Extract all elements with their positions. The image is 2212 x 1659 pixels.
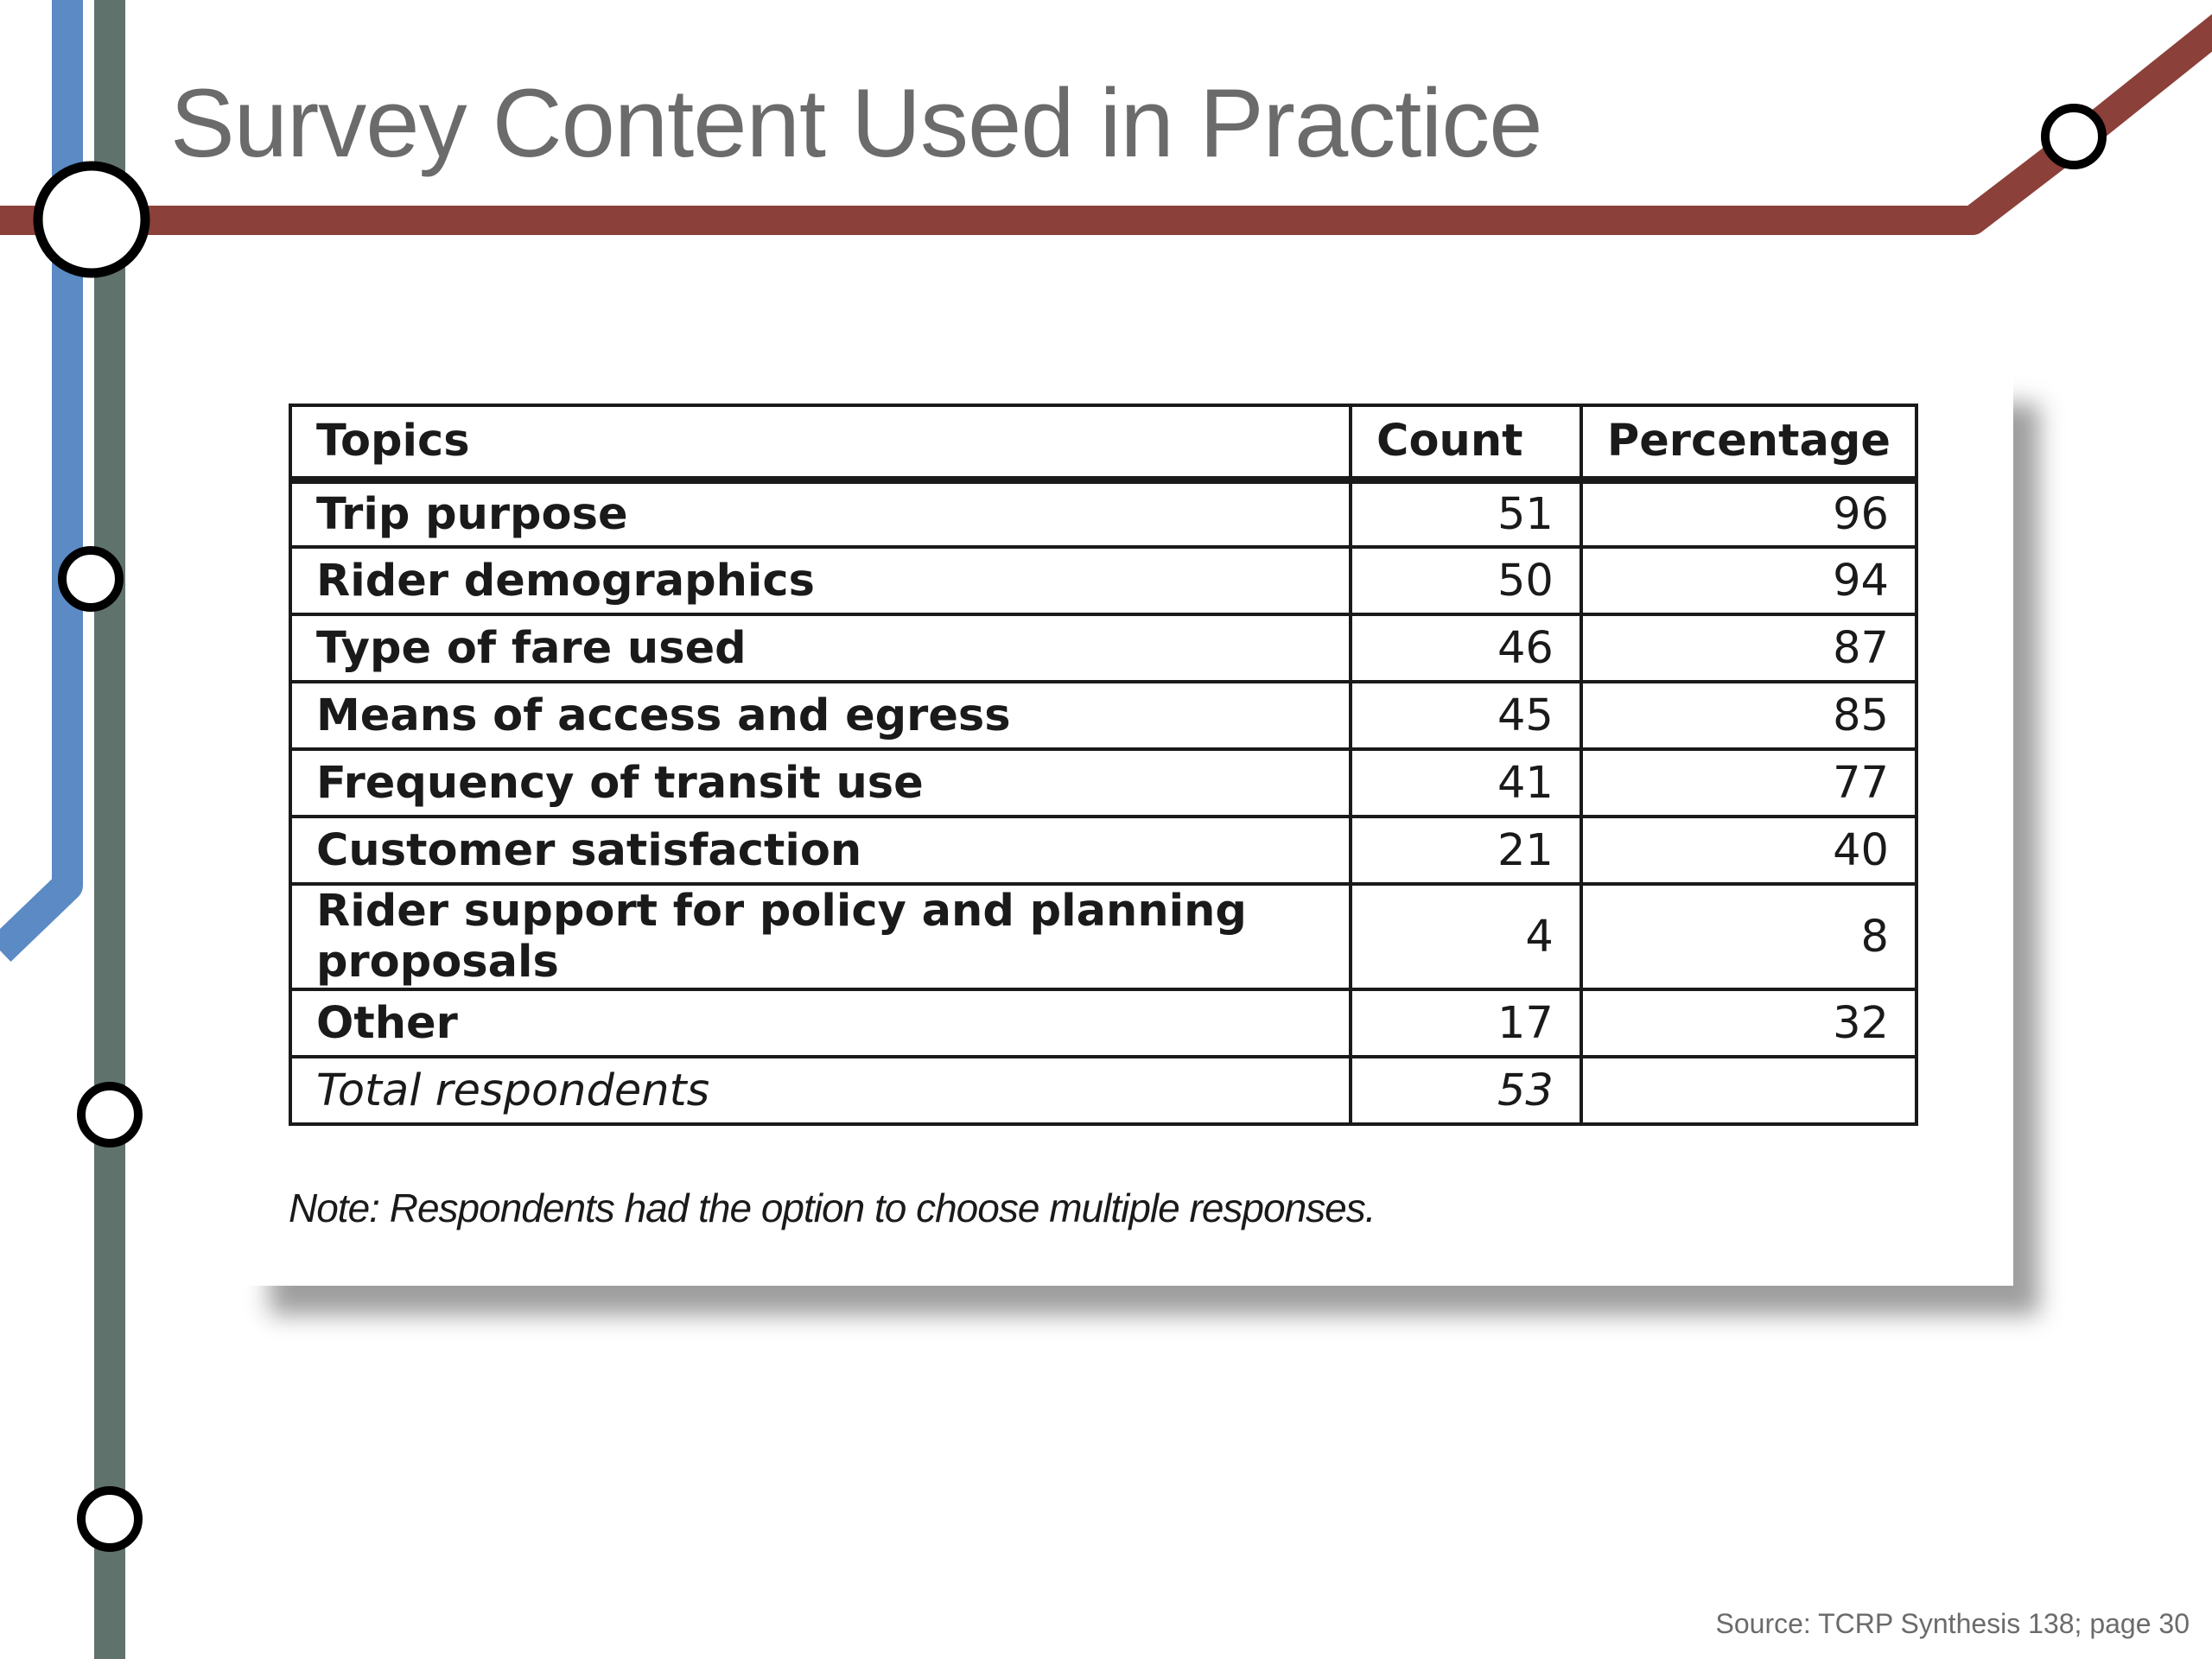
total-percentage-cell bbox=[1581, 1057, 1916, 1124]
count-cell: 45 bbox=[1351, 682, 1581, 749]
station-marker-large bbox=[38, 166, 145, 273]
table-row bbox=[290, 547, 1916, 614]
topic-cell: Rider support for policy and planning proposals bbox=[290, 884, 1351, 989]
table-note: Note: Respondents had the option to choose multiple responses. bbox=[289, 1185, 1376, 1230]
total-count-cell: 53 bbox=[1351, 1057, 1581, 1124]
count-cell: 17 bbox=[1351, 989, 1581, 1057]
header-percentage: Percentage bbox=[1581, 405, 1916, 480]
header-count: Count bbox=[1351, 405, 1581, 480]
topic-cell: Frequency of transit use bbox=[290, 749, 1351, 817]
station-marker-blue bbox=[62, 550, 119, 607]
topic-cell: Customer satisfaction bbox=[290, 817, 1351, 884]
topic-cell: Other bbox=[290, 989, 1351, 1057]
percentage-cell: 40 bbox=[1581, 817, 1916, 884]
topic-cell: Rider demographics bbox=[290, 547, 1351, 614]
percentage-cell: 77 bbox=[1581, 749, 1916, 817]
source-citation: Source: TCRP Synthesis 138; page 30 bbox=[1715, 1608, 2190, 1639]
station-marker-gray-2 bbox=[81, 1491, 138, 1548]
blue-transit-line bbox=[0, 0, 67, 950]
station-marker-top-right bbox=[2045, 108, 2102, 165]
table-row bbox=[290, 480, 1916, 547]
slide-title: Survey Content Used in Practice bbox=[170, 69, 1542, 177]
table-row bbox=[290, 884, 1916, 989]
table-row bbox=[290, 749, 1916, 817]
percentage-cell: 87 bbox=[1581, 614, 1916, 682]
count-cell: 41 bbox=[1351, 749, 1581, 817]
topic-cell: Trip purpose bbox=[290, 480, 1351, 547]
table-figure bbox=[244, 374, 2013, 1286]
table-row bbox=[290, 817, 1916, 884]
count-cell: 50 bbox=[1351, 547, 1581, 614]
percentage-cell: 32 bbox=[1581, 989, 1916, 1057]
table-row bbox=[290, 989, 1916, 1057]
percentage-cell: 94 bbox=[1581, 547, 1916, 614]
percentage-cell: 85 bbox=[1581, 682, 1916, 749]
topic-cell: Type of fare used bbox=[290, 614, 1351, 682]
table-row bbox=[290, 614, 1916, 682]
table-header-row bbox=[290, 405, 1916, 480]
table-row bbox=[290, 682, 1916, 749]
station-marker-gray-1 bbox=[81, 1086, 138, 1143]
header-topics: Topics bbox=[290, 405, 1351, 480]
total-label-cell: Total respondents bbox=[290, 1057, 1351, 1124]
survey-content-table bbox=[289, 404, 1918, 1126]
total-row bbox=[290, 1057, 1916, 1124]
count-cell: 51 bbox=[1351, 480, 1581, 547]
count-cell: 21 bbox=[1351, 817, 1581, 884]
percentage-cell: 96 bbox=[1581, 480, 1916, 547]
count-cell: 46 bbox=[1351, 614, 1581, 682]
percentage-cell: 8 bbox=[1581, 884, 1916, 989]
topic-cell: Means of access and egress bbox=[290, 682, 1351, 749]
count-cell: 4 bbox=[1351, 884, 1581, 989]
